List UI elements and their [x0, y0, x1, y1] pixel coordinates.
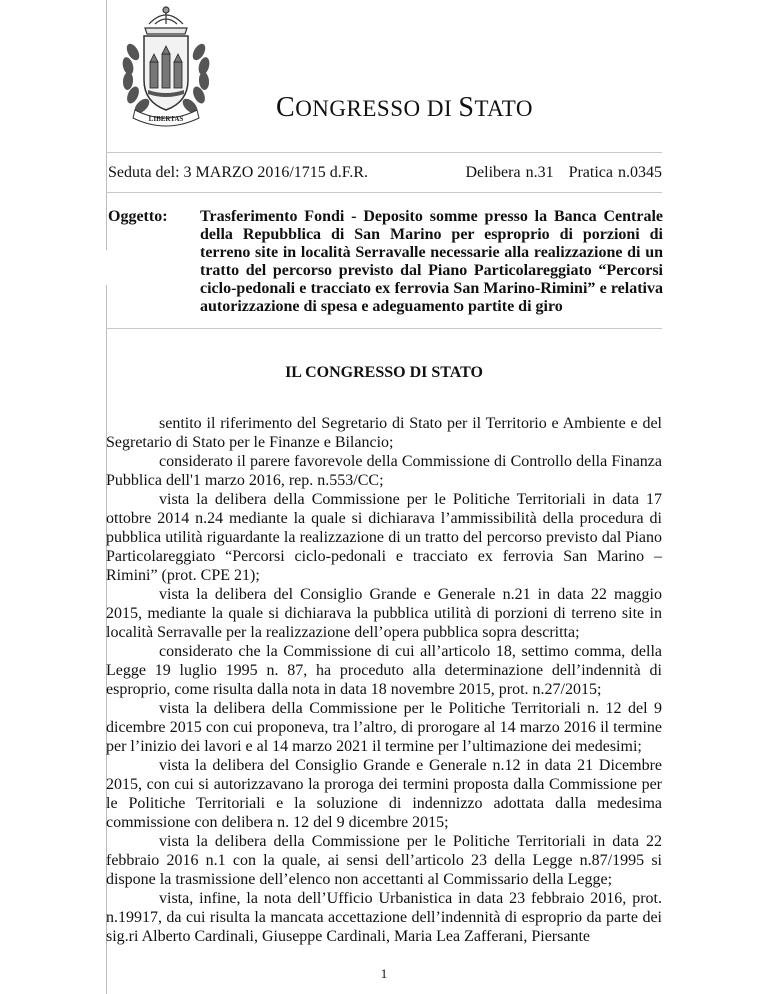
subject-label: Oggetto: — [108, 208, 168, 225]
page-title: CONGRESSO DI STATO — [276, 92, 533, 123]
emblem-motto: LIBERTAS — [148, 115, 184, 123]
delibera-number: Delibera n.31 Pratica n.0345 — [465, 164, 662, 181]
meta-divider — [106, 192, 662, 193]
paragraph: vista la delibera della Commissione per le Politiche Territoriali in data 22 febbraio 2016 n.1 con la quale, ai sensi dell’articolo 23 della Legge n.87/1995 si dispone la trasmissione dell’elenco non accettanti al Commissario della Legge; — [106, 833, 662, 888]
paragraph: vista, infine, la nota dell’Ufficio Urbanistica in data 23 febbraio 2016, prot. n.19917, da cui risulta la mancata accettazione dell’indennità di esproprio da parte dei sig.ri Alberto Cardinali, Giuseppe Cardinali, Maria Lea Zafferani, Piersante — [106, 890, 662, 945]
paragraph: vista la delibera della Commissione per le Politiche Territoriali in data 17 ottobre 2014 n.24 mediante la quale si dichiarava l’ammissibilità della procedura di pubblica utilità riguardante la realizzazione di un tratto del percorso previsto dal Piano Particolareggiato “Percorsi ciclo-pedonali e tracciato ex ferrovia San Marino – Rimini” (prot. CPE 21); — [106, 491, 662, 584]
session-date: Seduta del: 3 MARZO 2016/1715 d.F.R. — [108, 164, 369, 181]
paragraph: considerato che la Commissione di cui all’articolo 18, settimo comma, della Legge 19 luglio 1995 n. 87, ha proceduto alla determinazione dell’indennità di esproprio, come risulta dalla nota in data 18 novembre 2015, prot. n.27/2015; — [106, 643, 662, 698]
page-number: 1 — [380, 966, 388, 981]
paragraph: sentito il riferimento del Segretario di Stato per il Territorio e Ambiente e del Segretario di Stato per le Finanze e Bilancio; — [106, 415, 662, 451]
paragraph: vista la delibera del Consiglio Grande e Generale n.12 in data 21 Dicembre 2015, con cui si autorizzavano la proroga dei termini proposta dalla Commissione per le Politiche Territoriali e la soluzione di indennizzo adottata dalla medesima commissione con delibera n. 12 del 9 dicembre 2015; — [106, 757, 662, 831]
paragraph: considerato il parere favorevole della Commissione di Controllo della Finanza Pubblica dell'1 marzo 2016, rep. n.553/CC; — [106, 453, 662, 489]
subject-divider — [106, 328, 662, 329]
coat-of-arms-emblem — [111, 2, 221, 132]
header-divider — [106, 152, 662, 153]
subject-text: Trasferimento Fondi - Deposito somme presso la Banca Centrale della Repubblica di San Marino per esproprio di porzioni di terreno site in località Serravalle necessarie alla realizzazione di un tratto del percorso previsto dal Piano Particolareggiato “Percorsi ciclo-pedonali e tracciato ex ferrovia San Marino-Rimini” e relativa autorizzazione di spesa e adeguamento partite di giro — [200, 208, 663, 315]
section-title: IL CONGRESSO DI STATO — [285, 364, 483, 381]
paragraph: vista la delibera della Commissione per le Politiche Territoriali n. 12 del 9 dicembre 2015 con cui proponeva, tra l’altro, di prorogare al 14 marzo 2016 il termine per l’inizio dei lavori e al 14 marzo 2021 il termine per l’ultimazione dei medesimi; — [106, 700, 662, 755]
left-margin-rule-top — [106, 0, 107, 250]
paragraph: vista la delibera del Consiglio Grande e Generale n.21 in data 22 maggio 2015, mediante la quale si dichiarava la pubblica utilità di porzioni di terreno site in località Serravalle per la realizzazione dell’opera pubblica sopra descritta; — [106, 586, 662, 641]
subject-block — [108, 208, 663, 316]
body-text — [106, 414, 662, 946]
